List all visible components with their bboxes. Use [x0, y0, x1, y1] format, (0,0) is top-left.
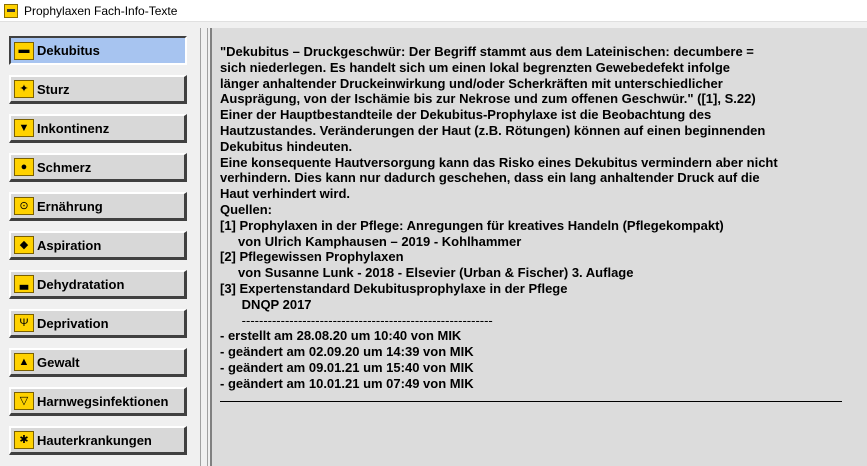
sidebar-item-deprivation[interactable]: [9, 309, 187, 338]
history-line: - geändert am 02.09.20 um 14:39 von MIK: [220, 344, 474, 360]
info-text-panel[interactable]: [210, 28, 867, 466]
text-line: "Dekubitus – Druckgeschwür: Der Begriff stammt aus dem Lateinischen: decumbere =: [220, 44, 754, 59]
text-line: [2] Pflegewissen Prophylaxen: [220, 249, 404, 265]
sidebar-item-label: Sturz: [37, 81, 70, 97]
text-line: DNQP 2017: [220, 296, 312, 312]
text-line: Haut verhindert wird.: [220, 186, 351, 202]
sidebar-item-label: Dekubitus: [37, 43, 100, 58]
history-line: - geändert am 10.01.21 um 07:49 von MIK: [220, 375, 474, 391]
sidebar-item-label: Ernährung: [37, 198, 103, 214]
text-line: verhindern. Dies kann nur dadurch geschehen, dass ein lang anhaltender Druck auf die: [220, 170, 760, 186]
sidebar-item-sturz[interactable]: [9, 75, 187, 104]
title-bar: [0, 0, 867, 22]
separator-line: ----------------------------------------------------------: [220, 312, 493, 328]
funnel-icon: ▽: [14, 392, 34, 410]
toilet-icon: ▼: [14, 119, 34, 137]
sidebar: [0, 28, 200, 466]
text-line: sich niederlegen. Es handelt sich um einen lokal begrenzten Gewebedefekt infolge: [220, 59, 731, 75]
sidebar-item-dehydratation[interactable]: [9, 270, 187, 299]
text-line: von Ulrich Kamphausen – 2019 - Kohlhammer: [220, 233, 522, 249]
text-line: Dekubitus hindeuten.: [220, 138, 353, 154]
text-line: Eine konsequente Hautversorgung kann das Risko eines Dekubitus vermindern aber nicht: [220, 154, 778, 170]
text-line: Quellen:: [220, 201, 273, 217]
fist-icon: ▲: [14, 353, 34, 371]
cup-icon: ▃: [14, 275, 34, 293]
warning-icon: ◆: [14, 236, 34, 254]
skin-icon: ✱: [14, 431, 34, 449]
sidebar-item-aspiration[interactable]: [9, 231, 187, 260]
sidebar-item-label: Dehydratation: [37, 276, 125, 292]
window-title: Prophylaxen Fach-Info-Texte: [24, 3, 178, 18]
sidebar-item-label: Hauterkrankungen: [37, 432, 152, 448]
info-text: [220, 44, 850, 392]
sidebar-item-schmerz[interactable]: [9, 153, 187, 182]
bottom-rule: [220, 401, 842, 402]
text-line: [1] Prophylaxen in der Pflege: Anregungen für kreatives Handeln (Pflegekompakt): [220, 217, 724, 233]
text-line: von Susanne Lunk - 2018 - Elsevier (Urban & Fischer) 3. Auflage: [220, 265, 634, 281]
sidebar-item-label: Gewalt: [37, 354, 80, 370]
text-line: länger anhaltender Druckeinwirkung und/oder Scherkräften mit unterschiedlicher: [220, 75, 723, 91]
text-line: Einer der Hauptbestandteile der Dekubitus-Prophylaxe ist die Beobachtung des: [220, 107, 712, 123]
sidebar-item-harnwegsinfektionen[interactable]: [9, 387, 187, 416]
text-line: [3] Expertenstandard Dekubitusprophylaxe in der Pflege: [220, 280, 568, 296]
sidebar-item-label: Deprivation: [37, 315, 109, 331]
sidebar-item-inkontinenz[interactable]: [9, 114, 187, 143]
bed-icon: ▬: [14, 42, 34, 60]
history-line: - geändert am 09.01.21 um 15:40 von MIK: [220, 359, 474, 375]
text-line: Hautzustandes. Veränderungen der Haut (z.B. Rötungen) können auf einen beginnenden: [220, 122, 766, 138]
sidebar-item-label: Inkontinenz: [37, 120, 110, 136]
sidebar-item-dekubitus[interactable]: [9, 36, 187, 65]
sidebar-item-label: Schmerz: [37, 159, 92, 175]
text-line: Ausprägung, von der Ischämie bis zur Nekrose und zum offenen Geschwür." ([1], S.22): [220, 91, 756, 107]
splitter[interactable]: [200, 28, 208, 466]
psi-icon: Ψ: [14, 314, 34, 332]
cutlery-icon: ⊙: [14, 197, 34, 215]
sidebar-item-ernaehrung[interactable]: [9, 192, 187, 221]
sidebar-item-label: Aspiration: [37, 237, 102, 253]
falling-person-icon: ✦: [14, 80, 34, 98]
app-icon: [4, 4, 18, 18]
history-line: - erstellt am 28.08.20 um 10:40 von MIK: [220, 328, 462, 344]
sidebar-item-label: Harnwegsinfektionen: [37, 393, 169, 409]
head-icon: ●: [14, 158, 34, 176]
sidebar-item-hauterkrankungen[interactable]: [9, 426, 187, 455]
sidebar-item-gewalt[interactable]: [9, 348, 187, 377]
